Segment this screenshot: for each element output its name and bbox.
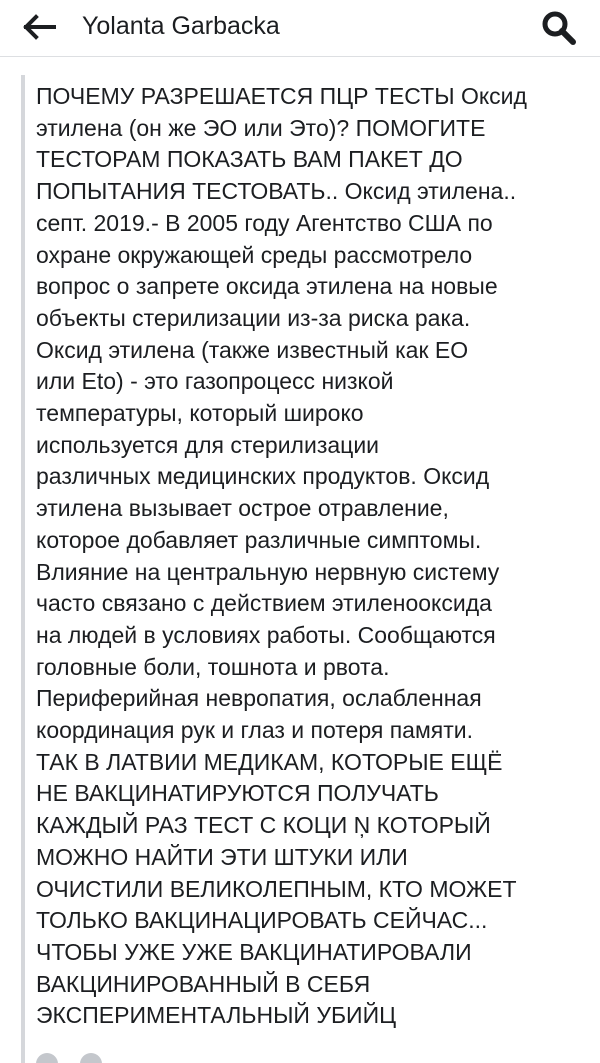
quote-rule [21,75,25,1063]
post-text: ПОЧЕМУ РАЗРЕШАЕТСЯ ПЦР ТЕСТЫ Оксид этилена (он же ЭО или Это)? ПОМОГИТЕ ТЕСТОРАМ ПОКАЗАТЬ ВАМ ПАКЕТ ДО ПОПЫТАНИЯ ТЕСТОВАТЬ.. Оксид этилена.. септ. 2019.- В 2005 году Агентство США по охране окружающей среды рассмотрело вопрос о запрете оксида этилена на новые объекты стерилизации из-за риска рака. Оксид этилена (также известный как EO или Eto) - это газопроцесс низкой температуры, который широко используется для стерилизации различных медицинских продуктов. Оксид этилена вызывает острое отравление, которое добавляет различные симптомы. Влияние на центральную нервную систему часто связано с действием этиленооксида на людей в условиях работы. Сообщаются головные боли, тошнота и рвота. Периферийная невропатия, ослабленная координация рук и глаз и потеря памяти. ТАК В ЛАТВИИ МЕДИКАМ, КОТОРЫЕ ЕЩЁ НЕ ВАКЦИНАТИРУЮТСЯ ПОЛУЧАТЬ КАЖДЫЙ РАЗ ТЕСТ С КОЦИ Ņ КОТОРЫЙ МОЖНО НАЙТИ ЭТИ ШТУКИ ИЛИ ОЧИСТИЛИ ВЕЛИКОЛЕПНЫМ, КТО МОЖЕТ ТОЛЬКО ВАКЦИНАЦИРОВАТЬ СЕЙЧАС... ЧТОБЫ УЖЕ УЖЕ ВАКЦИНАТИРОВАЛИ ВАКЦИНИРОВАННЫЙ В СЕБЯ ЭКСПЕРИМЕНТАЛЬНЫЙ УБИЙЦ [36,83,527,1029]
like-icon[interactable] [36,1053,58,1063]
page-title: Yolanta Garbacka [82,12,280,40]
arrow-left-icon [22,13,58,41]
search-button[interactable] [540,9,578,47]
reaction-row [36,1050,156,1063]
top-bar [0,0,600,57]
back-button[interactable] [22,13,58,41]
search-icon [540,9,578,47]
comment-icon[interactable] [80,1053,102,1063]
